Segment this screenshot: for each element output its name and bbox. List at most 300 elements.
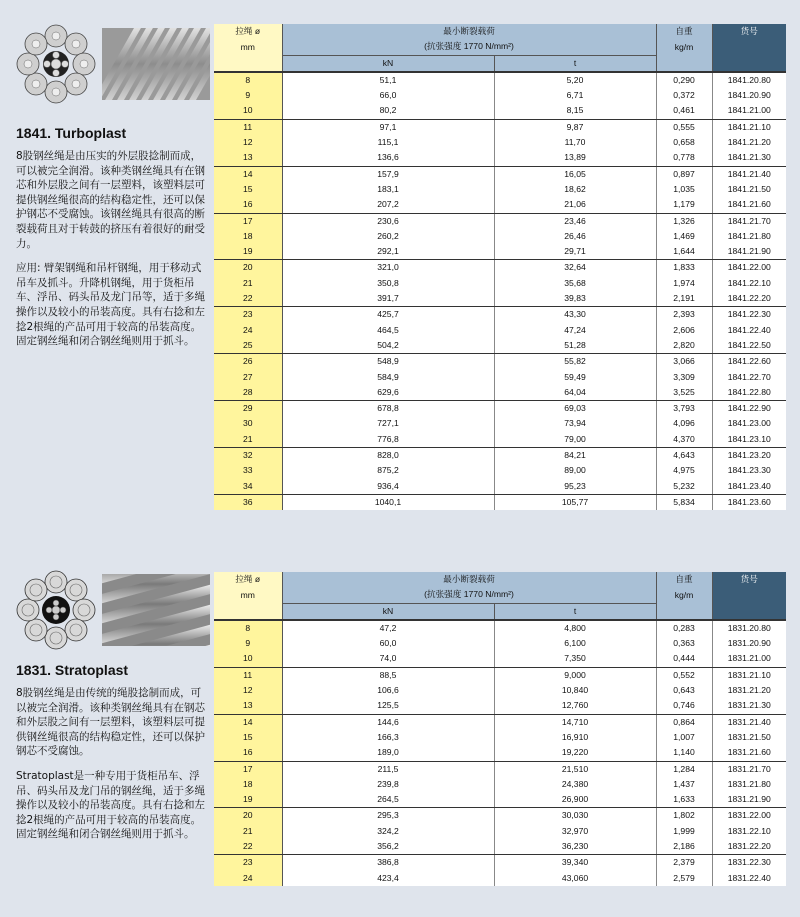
article-number-cell: 1841.21.50 — [712, 182, 786, 197]
mass-cell: 0,897 — [656, 166, 712, 182]
diameter-cell: 24 — [214, 323, 282, 338]
mass-cell: 3,793 — [656, 401, 712, 417]
breaking-load-t-cell: 12,760 — [494, 698, 656, 714]
table-row — [214, 244, 786, 260]
product-1841-description — [16, 149, 208, 359]
diameter-cell: 19 — [214, 244, 282, 260]
breaking-load-t-cell: 11,70 — [494, 135, 656, 150]
article-number-cell: 1831.21.60 — [712, 745, 786, 761]
table-row — [214, 808, 786, 824]
mass-cell: 2,820 — [656, 338, 712, 354]
article-number-cell: 1831.21.10 — [712, 667, 786, 683]
diameter-cell: 15 — [214, 730, 282, 745]
table-row — [214, 103, 786, 119]
breaking-load-kn-cell: 183,1 — [282, 182, 494, 197]
article-number-cell: 1841.23.60 — [712, 494, 786, 510]
rope-side-view-image — [102, 28, 210, 100]
mass-cell: 1,035 — [656, 182, 712, 197]
breaking-load-t-cell: 39,83 — [494, 291, 656, 307]
breaking-load-kn-cell: 504,2 — [282, 338, 494, 354]
table-row — [214, 855, 786, 871]
table-row — [214, 651, 786, 667]
product-1831-description — [16, 686, 208, 852]
table-row — [214, 667, 786, 683]
table-row — [214, 714, 786, 730]
mass-cell: 0,283 — [656, 620, 712, 636]
article-number-cell: 1841.23.40 — [712, 479, 786, 495]
breaking-load-t-cell: 47,24 — [494, 323, 656, 338]
breaking-load-kn-cell: 66,0 — [282, 88, 494, 103]
breaking-load-kn-cell: 60,0 — [282, 636, 494, 651]
table-row — [214, 871, 786, 886]
article-number-header: 货号 — [712, 572, 786, 587]
article-number-cell: 1841.21.20 — [712, 135, 786, 150]
breaking-load-t-cell: 21,06 — [494, 197, 656, 213]
mass-cell: 2,186 — [656, 839, 712, 855]
breaking-load-kn-cell: 423,4 — [282, 871, 494, 886]
table-row — [214, 683, 786, 698]
mass-unit: kg/m — [656, 39, 712, 55]
article-number-cell: 1841.21.40 — [712, 166, 786, 182]
table-row — [214, 448, 786, 464]
diameter-cell: 20 — [214, 808, 282, 824]
article-number-cell: 1831.20.80 — [712, 620, 786, 636]
diameter-cell: 26 — [214, 354, 282, 370]
t-unit: t — [494, 55, 656, 72]
mass-cell: 1,179 — [656, 197, 712, 213]
diameter-cell: 16 — [214, 197, 282, 213]
mass-cell: 2,191 — [656, 291, 712, 307]
breaking-load-t-cell: 35,68 — [494, 276, 656, 291]
mass-cell: 0,643 — [656, 683, 712, 698]
mass-cell: 4,975 — [656, 463, 712, 478]
breaking-load-t-cell: 13,89 — [494, 150, 656, 166]
table-row — [214, 88, 786, 103]
kn-unit: kN — [282, 603, 494, 620]
breaking-load-kn-cell: 1040,1 — [282, 494, 494, 510]
table-row — [214, 761, 786, 777]
breaking-load-kn-cell: 875,2 — [282, 463, 494, 478]
diameter-cell: 24 — [214, 871, 282, 886]
diameter-cell: 17 — [214, 761, 282, 777]
breaking-load-kn-cell: 47,2 — [282, 620, 494, 636]
breaking-load-kn-cell: 239,8 — [282, 777, 494, 792]
diameter-cell: 15 — [214, 182, 282, 197]
breaking-load-kn-cell: 295,3 — [282, 808, 494, 824]
breaking-load-kn-cell: 106,6 — [282, 683, 494, 698]
diameter-cell: 18 — [214, 777, 282, 792]
rope-cross-section-image — [16, 570, 96, 650]
breaking-load-kn-cell: 292,1 — [282, 244, 494, 260]
breaking-load-kn-cell: 74,0 — [282, 651, 494, 667]
mass-cell: 0,444 — [656, 651, 712, 667]
diameter-cell: 9 — [214, 636, 282, 651]
article-number-cell: 1841.22.00 — [712, 260, 786, 276]
table-row — [214, 307, 786, 323]
article-number-cell: 1831.22.20 — [712, 839, 786, 855]
table-row — [214, 182, 786, 197]
diameter-cell: 11 — [214, 667, 282, 683]
product-1831-spec-table — [214, 572, 786, 886]
breaking-load-t-cell: 30,030 — [494, 808, 656, 824]
article-number-cell: 1841.20.90 — [712, 88, 786, 103]
mass-cell: 2,393 — [656, 307, 712, 323]
diameter-cell: 14 — [214, 714, 282, 730]
product-1831-images — [16, 570, 206, 650]
article-number-cell: 1841.23.10 — [712, 432, 786, 448]
table-row — [214, 636, 786, 651]
diameter-cell: 23 — [214, 855, 282, 871]
diameter-cell: 12 — [214, 683, 282, 698]
mass-cell: 1,284 — [656, 761, 712, 777]
article-number-cell: 1831.22.00 — [712, 808, 786, 824]
mass-cell: 1,140 — [656, 745, 712, 761]
mass-cell: 3,309 — [656, 370, 712, 385]
table-row — [214, 135, 786, 150]
article-number-cell: 1841.21.90 — [712, 244, 786, 260]
table-row — [214, 416, 786, 431]
breaking-load-t-cell: 5,20 — [494, 72, 656, 88]
article-number-cell: 1841.22.30 — [712, 307, 786, 323]
breaking-load-t-cell: 26,46 — [494, 229, 656, 244]
breaking-load-kn-cell: 166,3 — [282, 730, 494, 745]
breaking-load-t-cell: 69,03 — [494, 401, 656, 417]
product-1831-paragraph: 8股钢丝绳是由传统的绳股捻制而成，可以被完全润滑。该种类钢丝绳具有在钢芯和外层股之间有一层塑料，该塑料层可提供钢丝绳很高的结构稳定性，还可以保护钢芯不受腐蚀。 — [16, 687, 205, 758]
mass-cell: 1,633 — [656, 792, 712, 808]
breaking-load-t-cell: 43,060 — [494, 871, 656, 886]
table-row — [214, 432, 786, 448]
mass-cell: 3,525 — [656, 385, 712, 401]
article-number-cell: 1841.23.30 — [712, 463, 786, 478]
diameter-cell: 13 — [214, 150, 282, 166]
breaking-load-kn-cell: 230,6 — [282, 213, 494, 229]
diameter-cell: 32 — [214, 448, 282, 464]
breaking-load-t-cell: 43,30 — [494, 307, 656, 323]
breaking-load-t-cell: 10,840 — [494, 683, 656, 698]
mass-cell: 3,066 — [656, 354, 712, 370]
breaking-load-kn-cell: 260,2 — [282, 229, 494, 244]
article-number-cell: 1841.20.80 — [712, 72, 786, 88]
breaking-load-t-cell: 19,220 — [494, 745, 656, 761]
diameter-cell: 25 — [214, 338, 282, 354]
breaking-load-kn-cell: 678,8 — [282, 401, 494, 417]
breaking-load-t-cell: 7,350 — [494, 651, 656, 667]
mass-cell: 1,833 — [656, 260, 712, 276]
rope-side-view-image — [102, 574, 210, 646]
breaking-load-kn-cell: 189,0 — [282, 745, 494, 761]
diameter-cell: 22 — [214, 839, 282, 855]
table-row — [214, 745, 786, 761]
article-number-cell: 1841.21.70 — [712, 213, 786, 229]
breaking-load-t-cell: 64,04 — [494, 385, 656, 401]
breaking-load-t-cell: 16,910 — [494, 730, 656, 745]
article-number-cell: 1831.21.70 — [712, 761, 786, 777]
mass-cell: 1,437 — [656, 777, 712, 792]
mass-cell: 0,864 — [656, 714, 712, 730]
article-number-cell: 1831.21.00 — [712, 651, 786, 667]
article-number-cell: 1831.22.30 — [712, 855, 786, 871]
article-number-header: 货号 — [712, 24, 786, 39]
kn-unit: kN — [282, 55, 494, 72]
mass-cell: 2,579 — [656, 871, 712, 886]
table-row — [214, 354, 786, 370]
table-row — [214, 276, 786, 291]
table-row — [214, 72, 786, 88]
breaking-load-t-cell: 95,23 — [494, 479, 656, 495]
breaking-load-kn-cell: 207,2 — [282, 197, 494, 213]
mass-cell: 0,658 — [656, 135, 712, 150]
breaking-load-kn-cell: 425,7 — [282, 307, 494, 323]
breaking-load-t-cell: 84,21 — [494, 448, 656, 464]
breaking-load-kn-cell: 324,2 — [282, 824, 494, 839]
article-number-cell: 1841.22.80 — [712, 385, 786, 401]
diameter-cell: 23 — [214, 307, 282, 323]
table-row — [214, 698, 786, 714]
table-row — [214, 401, 786, 417]
breaking-load-t-cell: 24,380 — [494, 777, 656, 792]
table-row — [214, 150, 786, 166]
table-row — [214, 824, 786, 839]
article-number-cell: 1841.21.30 — [712, 150, 786, 166]
mass-header: 自重 — [656, 572, 712, 587]
mass-cell: 1,974 — [656, 276, 712, 291]
diameter-cell: 21 — [214, 432, 282, 448]
breaking-load-kn-cell: 115,1 — [282, 135, 494, 150]
breaking-load-t-cell: 59,49 — [494, 370, 656, 385]
table-row — [214, 370, 786, 385]
mass-cell: 0,778 — [656, 150, 712, 166]
table-row — [214, 463, 786, 478]
mass-cell: 1,999 — [656, 824, 712, 839]
mass-cell: 4,643 — [656, 448, 712, 464]
diameter-cell: 21 — [214, 824, 282, 839]
diameter-cell: 19 — [214, 792, 282, 808]
mass-cell: 2,606 — [656, 323, 712, 338]
diameter-cell: 22 — [214, 291, 282, 307]
table-row — [214, 197, 786, 213]
article-number-cell: 1841.22.90 — [712, 401, 786, 417]
product-1841-rows — [214, 72, 786, 510]
breaking-load-kn-cell: 97,1 — [282, 119, 494, 135]
breaking-load-t-cell: 8,15 — [494, 103, 656, 119]
diameter-cell: 12 — [214, 135, 282, 150]
mass-cell: 0,290 — [656, 72, 712, 88]
diameter-cell: 11 — [214, 119, 282, 135]
breaking-load-t-cell: 18,62 — [494, 182, 656, 197]
breaking-load-t-cell: 9,87 — [494, 119, 656, 135]
breaking-load-kn-cell: 80,2 — [282, 103, 494, 119]
diameter-cell: 18 — [214, 229, 282, 244]
breaking-load-kn-cell: 356,2 — [282, 839, 494, 855]
table-row — [214, 119, 786, 135]
table-row — [214, 338, 786, 354]
diameter-cell: 14 — [214, 166, 282, 182]
breaking-load-t-cell: 105,77 — [494, 494, 656, 510]
breaking-load-header: 最小断裂载荷 — [282, 24, 656, 39]
article-number-cell: 1831.22.40 — [712, 871, 786, 886]
product-1841-spec-table — [214, 24, 786, 510]
diameter-header: 拉绳 ø — [214, 24, 282, 39]
rope-cross-section-image — [16, 24, 96, 104]
breaking-load-kn-cell: 727,1 — [282, 416, 494, 431]
mass-header: 自重 — [656, 24, 712, 39]
article-number-cell: 1841.22.60 — [712, 354, 786, 370]
article-number-cell: 1841.21.00 — [712, 103, 786, 119]
table-row — [214, 839, 786, 855]
table-row — [214, 479, 786, 495]
breaking-load-t-cell: 23,46 — [494, 213, 656, 229]
diameter-cell: 9 — [214, 88, 282, 103]
table-row — [214, 260, 786, 276]
breaking-load-kn-cell: 936,4 — [282, 479, 494, 495]
diameter-cell: 27 — [214, 370, 282, 385]
diameter-cell: 10 — [214, 103, 282, 119]
breaking-load-kn-cell: 776,8 — [282, 432, 494, 448]
breaking-load-kn-cell: 464,5 — [282, 323, 494, 338]
product-1841-application: 应用: 臂架钢绳和吊杆钢绳，用于移动式吊车及抓斗。升降机钢绳，用于货柜吊车、浮吊、码头吊及龙门吊等，适于多绳操作以及较小的吊装高度。具有右捻和左捻2根绳的产品可用于较高的吊装高度。固定钢丝绳和闭合钢丝绳则用于抓斗。 — [16, 262, 205, 348]
breaking-load-t-cell: 16,05 — [494, 166, 656, 182]
diameter-cell: 16 — [214, 745, 282, 761]
article-number-cell: 1831.21.90 — [712, 792, 786, 808]
breaking-load-kn-cell: 51,1 — [282, 72, 494, 88]
table-row — [214, 291, 786, 307]
diameter-cell: 33 — [214, 463, 282, 478]
breaking-load-kn-cell: 391,7 — [282, 291, 494, 307]
breaking-load-t-cell: 29,71 — [494, 244, 656, 260]
diameter-unit: mm — [214, 587, 282, 603]
breaking-load-kn-cell: 548,9 — [282, 354, 494, 370]
breaking-load-kn-cell: 144,6 — [282, 714, 494, 730]
table-row — [214, 385, 786, 401]
article-number-cell: 1831.20.90 — [712, 636, 786, 651]
mass-cell: 1,326 — [656, 213, 712, 229]
article-number-cell: 1841.23.00 — [712, 416, 786, 431]
article-number-cell: 1841.22.70 — [712, 370, 786, 385]
table-row — [214, 730, 786, 745]
article-number-cell: 1831.21.50 — [712, 730, 786, 745]
breaking-load-kn-cell: 211,5 — [282, 761, 494, 777]
mass-cell: 0,746 — [656, 698, 712, 714]
article-number-cell: 1841.21.60 — [712, 197, 786, 213]
breaking-load-t-cell: 26,900 — [494, 792, 656, 808]
table-row — [214, 323, 786, 338]
article-number-cell: 1841.23.20 — [712, 448, 786, 464]
t-unit: t — [494, 603, 656, 620]
tensile-strength-note: (抗张强度 1770 N/mm²) — [282, 587, 656, 603]
mass-unit: kg/m — [656, 587, 712, 603]
breaking-load-t-cell: 4,800 — [494, 620, 656, 636]
diameter-cell: 17 — [214, 213, 282, 229]
breaking-load-header: 最小断裂载荷 — [282, 572, 656, 587]
product-1841-images — [16, 24, 206, 104]
breaking-load-kn-cell: 584,9 — [282, 370, 494, 385]
breaking-load-t-cell: 39,340 — [494, 855, 656, 871]
breaking-load-kn-cell: 350,8 — [282, 276, 494, 291]
diameter-cell: 8 — [214, 620, 282, 636]
breaking-load-t-cell: 21,510 — [494, 761, 656, 777]
table-row — [214, 213, 786, 229]
breaking-load-kn-cell: 629,6 — [282, 385, 494, 401]
table-row — [214, 494, 786, 510]
breaking-load-t-cell: 32,970 — [494, 824, 656, 839]
product-1831-rows — [214, 620, 786, 886]
diameter-cell: 13 — [214, 698, 282, 714]
breaking-load-t-cell: 9,000 — [494, 667, 656, 683]
breaking-load-t-cell: 55,82 — [494, 354, 656, 370]
table-row — [214, 620, 786, 636]
diameter-unit: mm — [214, 39, 282, 55]
diameter-cell: 28 — [214, 385, 282, 401]
breaking-load-t-cell: 36,230 — [494, 839, 656, 855]
diameter-cell: 29 — [214, 401, 282, 417]
mass-cell: 4,370 — [656, 432, 712, 448]
article-number-cell: 1841.22.40 — [712, 323, 786, 338]
diameter-cell: 21 — [214, 276, 282, 291]
diameter-cell: 20 — [214, 260, 282, 276]
table-row — [214, 229, 786, 244]
breaking-load-kn-cell: 157,9 — [282, 166, 494, 182]
article-number-cell: 1831.21.30 — [712, 698, 786, 714]
table-row — [214, 777, 786, 792]
tensile-strength-note: (抗张强度 1770 N/mm²) — [282, 39, 656, 55]
article-number-cell: 1841.22.10 — [712, 276, 786, 291]
article-number-cell: 1831.21.20 — [712, 683, 786, 698]
article-number-cell: 1841.21.80 — [712, 229, 786, 244]
diameter-cell: 36 — [214, 494, 282, 510]
breaking-load-t-cell: 79,00 — [494, 432, 656, 448]
breaking-load-kn-cell: 828,0 — [282, 448, 494, 464]
article-number-cell: 1831.21.40 — [712, 714, 786, 730]
diameter-cell: 10 — [214, 651, 282, 667]
product-1841-title: 1841. Turboplast — [16, 125, 127, 141]
breaking-load-kn-cell: 125,5 — [282, 698, 494, 714]
mass-cell: 5,834 — [656, 494, 712, 510]
mass-cell: 5,232 — [656, 479, 712, 495]
breaking-load-t-cell: 51,28 — [494, 338, 656, 354]
table-row — [214, 166, 786, 182]
article-number-cell: 1831.22.10 — [712, 824, 786, 839]
mass-cell: 0,461 — [656, 103, 712, 119]
mass-cell: 1,644 — [656, 244, 712, 260]
breaking-load-t-cell: 14,710 — [494, 714, 656, 730]
article-number-cell: 1841.22.20 — [712, 291, 786, 307]
mass-cell: 0,363 — [656, 636, 712, 651]
diameter-cell: 8 — [214, 72, 282, 88]
article-number-cell: 1841.22.50 — [712, 338, 786, 354]
mass-cell: 0,552 — [656, 667, 712, 683]
mass-cell: 1,469 — [656, 229, 712, 244]
product-1831-title: 1831. Stratoplast — [16, 662, 129, 678]
mass-cell: 2,379 — [656, 855, 712, 871]
mass-cell: 0,372 — [656, 88, 712, 103]
product-1831-application: Stratoplast是一种专用于货柜吊车、浮吊、码头吊及龙门吊的钢丝绳，适于多绳操作以及较小的吊装高度。具有右捻和左捻2根绳的产品可用于较高的吊装高度。固定钢丝绳和闭合钢丝绳则用于抓斗。 — [16, 769, 205, 841]
breaking-load-kn-cell: 386,8 — [282, 855, 494, 871]
diameter-cell: 34 — [214, 479, 282, 495]
diameter-cell: 30 — [214, 416, 282, 431]
breaking-load-t-cell: 73,94 — [494, 416, 656, 431]
mass-cell: 4,096 — [656, 416, 712, 431]
breaking-load-t-cell: 6,71 — [494, 88, 656, 103]
diameter-header: 拉绳 ø — [214, 572, 282, 587]
article-number-cell: 1831.21.80 — [712, 777, 786, 792]
breaking-load-kn-cell: 264,5 — [282, 792, 494, 808]
mass-cell: 1,007 — [656, 730, 712, 745]
breaking-load-kn-cell: 136,6 — [282, 150, 494, 166]
breaking-load-t-cell: 6,100 — [494, 636, 656, 651]
mass-cell: 1,802 — [656, 808, 712, 824]
breaking-load-kn-cell: 88,5 — [282, 667, 494, 683]
mass-cell: 0,555 — [656, 119, 712, 135]
